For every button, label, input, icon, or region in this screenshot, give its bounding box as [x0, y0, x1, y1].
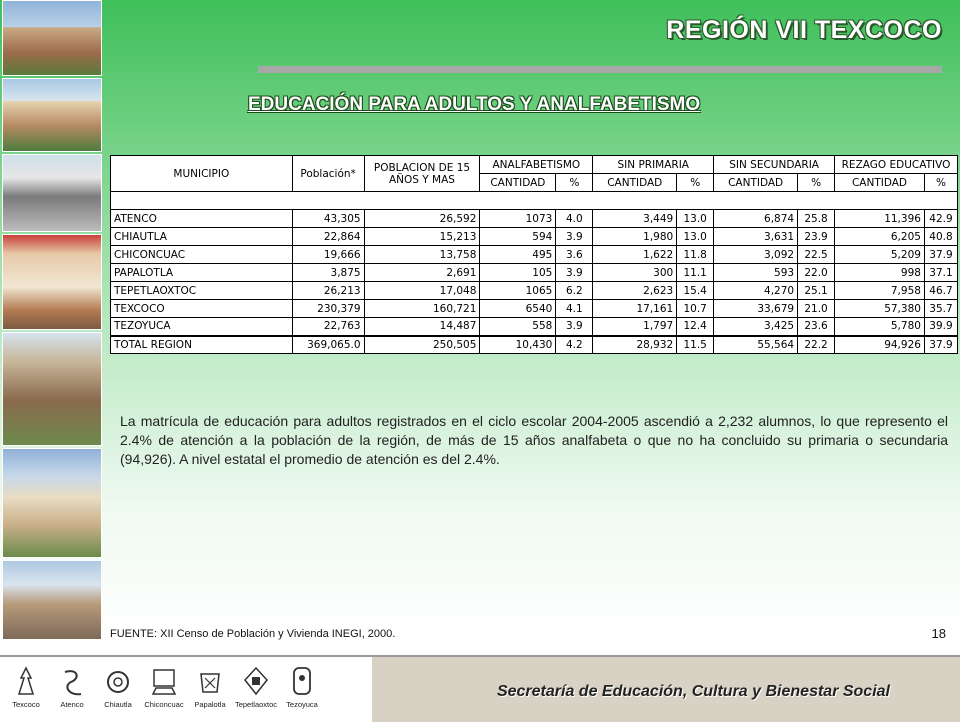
education-table: [110, 155, 958, 354]
value-cell: 13,758: [364, 246, 480, 264]
value-cell: 22.0: [798, 264, 835, 282]
value-cell: 22.5: [798, 246, 835, 264]
value-cell: 6540: [480, 300, 556, 318]
table-body: [111, 192, 958, 354]
header-poblacion15-line2: AÑOS Y MAS: [389, 173, 455, 186]
value-cell: 10,430: [480, 336, 556, 354]
header-analfabetismo: ANALFABETISMO: [480, 156, 593, 174]
value-cell: 11.5: [677, 336, 714, 354]
municipio-cell: TEZOYUCA: [111, 318, 293, 336]
value-cell: 13.0: [677, 210, 714, 228]
municipality-icon-tezoyuca: [280, 663, 324, 709]
value-cell: 5,209: [835, 246, 925, 264]
value-cell: 94,926: [835, 336, 925, 354]
value-cell: 22,763: [292, 318, 364, 336]
value-cell: 26,592: [364, 210, 480, 228]
municipality-icon-label: Atenco: [60, 700, 84, 709]
header-poblacion15: [364, 156, 480, 192]
header-cantidad: CANTIDAD: [480, 174, 556, 192]
value-cell: 37.9: [924, 246, 957, 264]
value-cell: 160,721: [364, 300, 480, 318]
value-cell: 1073: [480, 210, 556, 228]
header-sin-secundaria: SIN SECUNDARIA: [714, 156, 835, 174]
municipio-cell: PAPALOTLA: [111, 264, 293, 282]
church-photo-6: [2, 560, 102, 640]
papalotla-glyph-icon: [195, 663, 225, 699]
header-pct: %: [798, 174, 835, 192]
value-cell: 1,622: [593, 246, 677, 264]
church-photo-5: [2, 448, 102, 558]
value-cell: 39.9: [924, 318, 957, 336]
summary-paragraph: La matrícula de educación para adultos registrados en el ciclo escolar 2004-2005 ascendió a 2,232 alumnos, lo que represento el 2.4% de atención a la población de la región, de más de 15 años analfabeta o que no ha concluido su primaria o secundaria (94,926). A nivel estatal el promedio de atención es del 2.4%.: [120, 413, 948, 467]
region-title: REGIÓN VII TEXCOCO: [666, 16, 942, 44]
value-cell: 57,380: [835, 300, 925, 318]
institution-name: Secretaría de Educación, Cultura y Bienestar Social: [496, 683, 890, 700]
value-cell: 6,205: [835, 228, 925, 246]
value-cell: 6,874: [714, 210, 798, 228]
value-cell: 11.8: [677, 246, 714, 264]
value-cell: 998: [835, 264, 925, 282]
table-spacer: [111, 192, 958, 210]
value-cell: 4.0: [556, 210, 593, 228]
photo-strip: [0, 0, 104, 640]
value-cell: 5,780: [835, 318, 925, 336]
header-poblacion15-line1: POBLACION DE 15: [373, 161, 471, 174]
fountain-photo: [2, 154, 102, 232]
value-cell: 42.9: [924, 210, 957, 228]
table-row: [111, 300, 958, 318]
value-cell: 25.1: [798, 282, 835, 300]
total-row: [111, 336, 958, 354]
value-cell: 4.1: [556, 300, 593, 318]
municipality-icon-chiautla: [96, 663, 140, 709]
value-cell: 17,161: [593, 300, 677, 318]
header-rezago: REZAGO EDUCATIVO: [835, 156, 958, 174]
value-cell: 2,691: [364, 264, 480, 282]
value-cell: 22.2: [798, 336, 835, 354]
table-row: [111, 210, 958, 228]
value-cell: 593: [714, 264, 798, 282]
value-cell: 2,623: [593, 282, 677, 300]
municipality-icon-label: Papalotla: [194, 700, 226, 709]
header-cantidad: CANTIDAD: [714, 174, 798, 192]
atenco-glyph-icon: [57, 663, 87, 699]
value-cell: 40.8: [924, 228, 957, 246]
value-cell: 1,797: [593, 318, 677, 336]
municipality-icon-tepetlaoxtoc: [234, 663, 278, 709]
value-cell: 13.0: [677, 228, 714, 246]
header-municipio: MUNICIPIO: [111, 156, 293, 192]
municipio-cell: TEXCOCO: [111, 300, 293, 318]
value-cell: 7,958: [835, 282, 925, 300]
value-cell: 11.1: [677, 264, 714, 282]
value-cell: 12.4: [677, 318, 714, 336]
value-cell: 558: [480, 318, 556, 336]
table-row: [111, 282, 958, 300]
value-cell: 15.4: [677, 282, 714, 300]
section-title: EDUCACIÓN PARA ADULTOS Y ANALFABETISMO: [248, 94, 701, 115]
church-photo-4: [2, 332, 102, 446]
municipality-icons: [0, 657, 372, 722]
municipality-icon-label: Chiautla: [104, 700, 132, 709]
texcoco-glyph-icon: [11, 663, 41, 699]
value-cell: 300: [593, 264, 677, 282]
chiconcuac-glyph-icon: [149, 663, 179, 699]
municipality-icon-texcoco: [4, 663, 48, 709]
municipio-cell: TOTAL REGION: [111, 336, 293, 354]
church-photo-2: [2, 78, 102, 152]
municipality-icon-label: Texcoco: [12, 700, 40, 709]
municipio-cell: CHIAUTLA: [111, 228, 293, 246]
value-cell: 594: [480, 228, 556, 246]
header-pct: %: [677, 174, 714, 192]
header-cantidad: CANTIDAD: [835, 174, 925, 192]
tezoyuca-glyph-icon: [287, 663, 317, 699]
church-photo-1: [2, 0, 102, 76]
value-cell: 37.9: [924, 336, 957, 354]
value-cell: 369,065.0: [292, 336, 364, 354]
value-cell: 1,980: [593, 228, 677, 246]
value-cell: 10.7: [677, 300, 714, 318]
value-cell: 105: [480, 264, 556, 282]
value-cell: 37.1: [924, 264, 957, 282]
value-cell: 19,666: [292, 246, 364, 264]
municipality-icon-label: Tepetlaoxtoc: [234, 700, 278, 709]
footer: [0, 655, 960, 722]
municipio-cell: CHICONCUAC: [111, 246, 293, 264]
value-cell: 33,679: [714, 300, 798, 318]
municipality-icon-atenco: [50, 663, 94, 709]
value-cell: 1065: [480, 282, 556, 300]
value-cell: 55,564: [714, 336, 798, 354]
municipality-icon-papalotla: [188, 663, 232, 709]
value-cell: 3,092: [714, 246, 798, 264]
value-cell: 3.9: [556, 228, 593, 246]
value-cell: 17,048: [364, 282, 480, 300]
value-cell: 230,379: [292, 300, 364, 318]
value-cell: 3.9: [556, 318, 593, 336]
value-cell: 23.6: [798, 318, 835, 336]
church-photo-3: [2, 234, 102, 330]
table-row: [111, 246, 958, 264]
header-sin-primaria: SIN PRIMARIA: [593, 156, 714, 174]
value-cell: 3,875: [292, 264, 364, 282]
municipality-icon-chiconcuac: [142, 663, 186, 709]
value-cell: 26,213: [292, 282, 364, 300]
page-number: 18: [931, 626, 946, 641]
value-cell: 3.6: [556, 246, 593, 264]
value-cell: 3,631: [714, 228, 798, 246]
value-cell: 28,932: [593, 336, 677, 354]
tepetlaoxtoc-glyph-icon: [241, 663, 271, 699]
chiautla-glyph-icon: [103, 663, 133, 699]
value-cell: 15,213: [364, 228, 480, 246]
header-poblacion: Población*: [292, 156, 364, 192]
municipality-icon-label: Tezoyuca: [286, 700, 318, 709]
value-cell: 6.2: [556, 282, 593, 300]
value-cell: 35.7: [924, 300, 957, 318]
header-pct: %: [924, 174, 957, 192]
municipality-icon-label: Chiconcuac: [144, 700, 184, 709]
value-cell: 25.8: [798, 210, 835, 228]
value-cell: 3.9: [556, 264, 593, 282]
value-cell: 3,425: [714, 318, 798, 336]
municipio-cell: TEPETLAOXTOC: [111, 282, 293, 300]
table-row: [111, 318, 958, 336]
value-cell: 23.9: [798, 228, 835, 246]
value-cell: 4.2: [556, 336, 593, 354]
value-cell: 3,449: [593, 210, 677, 228]
title-rule: [258, 66, 942, 73]
table-row: [111, 264, 958, 282]
header-pct: %: [556, 174, 593, 192]
source-note: FUENTE: XII Censo de Población y Vivienda INEGI, 2000.: [110, 628, 396, 640]
value-cell: 22,864: [292, 228, 364, 246]
value-cell: 21.0: [798, 300, 835, 318]
value-cell: 11,396: [835, 210, 925, 228]
municipio-cell: ATENCO: [111, 210, 293, 228]
value-cell: 4,270: [714, 282, 798, 300]
value-cell: 43,305: [292, 210, 364, 228]
value-cell: 495: [480, 246, 556, 264]
value-cell: 46.7: [924, 282, 957, 300]
table-row: [111, 228, 958, 246]
header-cantidad: CANTIDAD: [593, 174, 677, 192]
value-cell: 14,487: [364, 318, 480, 336]
value-cell: 250,505: [364, 336, 480, 354]
